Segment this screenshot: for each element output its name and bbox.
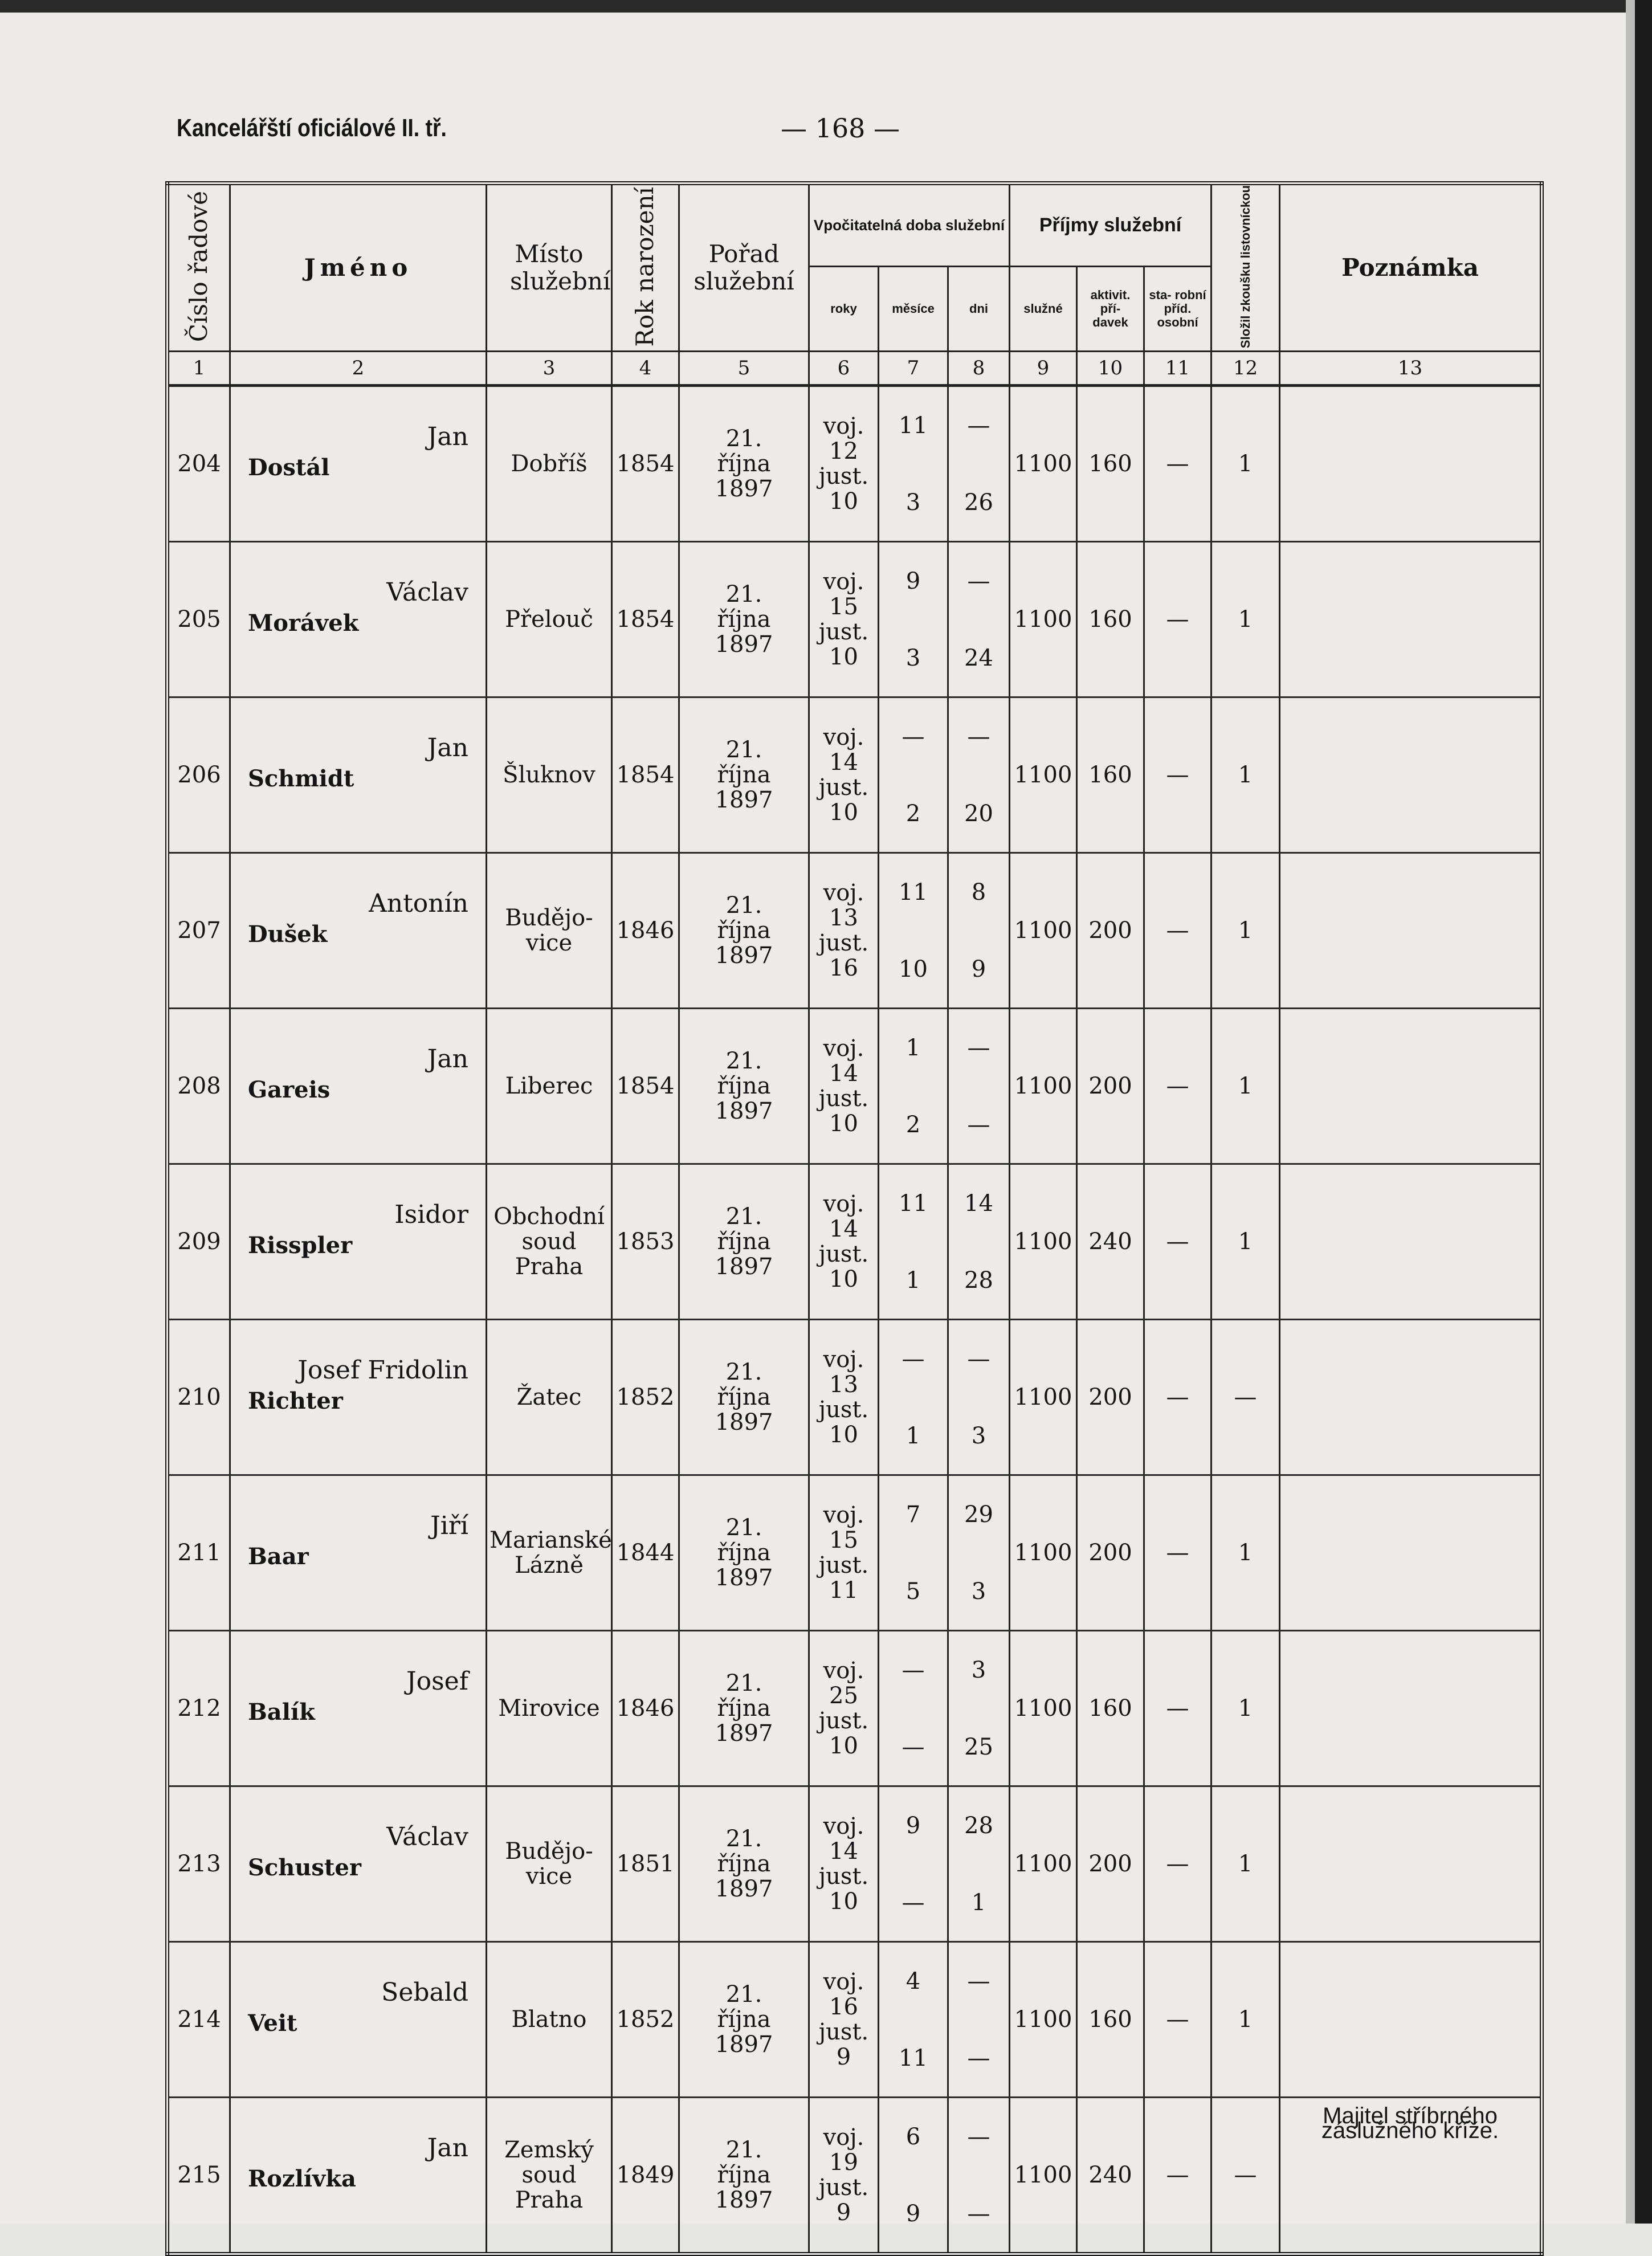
- row-number: 211: [168, 1475, 230, 1631]
- salary: 1100: [1010, 1631, 1077, 1786]
- service-order: 21. října 1897: [679, 386, 809, 542]
- service-months: [879, 1786, 948, 1942]
- days-military: —: [967, 723, 990, 750]
- exam-passed: 1: [1212, 1475, 1280, 1631]
- exam-passed: 1: [1212, 853, 1280, 1009]
- age-allowance: —: [1144, 1320, 1212, 1475]
- first-name: Jan: [427, 733, 468, 763]
- salary: 1100: [1010, 1475, 1077, 1631]
- age-allowance: —: [1144, 1942, 1212, 2098]
- register-table: [165, 181, 1544, 2256]
- service-months: [879, 1164, 948, 1320]
- months-justice: 11: [899, 2045, 928, 2071]
- section-title: Kancelářští oficiálové II. tř.: [177, 114, 447, 142]
- note: [1280, 1786, 1542, 1942]
- service-place: Liberec: [487, 1009, 612, 1164]
- months-military: —: [902, 1345, 925, 1372]
- days-justice: 9: [971, 956, 986, 982]
- active-allowance: 240: [1077, 1164, 1144, 1320]
- exam-passed: 1: [1212, 1786, 1280, 1942]
- active-allowance: 200: [1077, 1475, 1144, 1631]
- first-name: Jiří: [430, 1511, 468, 1541]
- first-name: Josef Fridolin: [297, 1356, 468, 1385]
- note: [1280, 853, 1542, 1009]
- birth-year: 1854: [612, 386, 679, 542]
- salary: 1100: [1010, 1009, 1077, 1164]
- row-number: 205: [168, 542, 230, 697]
- col-header-age-allowance: sta- robní příd. osobní: [1144, 267, 1212, 352]
- service-days: [948, 1164, 1010, 1320]
- service-years: voj. 13 just. 16: [809, 853, 879, 1009]
- col-header-name: Jméno: [230, 183, 487, 352]
- months-military: 7: [905, 1501, 921, 1528]
- row-number: 208: [168, 1009, 230, 1164]
- service-order: 21. října 1897: [679, 1475, 809, 1631]
- days-justice: —: [967, 2045, 990, 2071]
- table-row: [168, 697, 1542, 853]
- age-allowance: —: [1144, 1164, 1212, 1320]
- service-order: 21. října 1897: [679, 853, 809, 1009]
- salary: 1100: [1010, 542, 1077, 697]
- row-number: 206: [168, 697, 230, 853]
- col-number: 8: [948, 352, 1010, 386]
- active-allowance: 200: [1077, 1009, 1144, 1164]
- months-justice: —: [902, 1733, 925, 1760]
- person-name: [230, 1631, 487, 1786]
- months-military: —: [902, 1657, 925, 1683]
- person-name: [230, 697, 487, 853]
- service-days: [948, 697, 1010, 853]
- exam-passed: —: [1212, 1320, 1280, 1475]
- salary: 1100: [1010, 853, 1077, 1009]
- table-row: [168, 1786, 1542, 1942]
- birth-year: 1852: [612, 1320, 679, 1475]
- months-military: —: [902, 723, 925, 750]
- days-military: —: [967, 1968, 990, 1994]
- table-row: [168, 386, 1542, 542]
- exam-passed: 1: [1212, 542, 1280, 697]
- table-row: [168, 1320, 1542, 1475]
- months-military: 11: [899, 1190, 928, 1217]
- service-days: [948, 1320, 1010, 1475]
- age-allowance: —: [1144, 1475, 1212, 1631]
- salary: 1100: [1010, 2098, 1077, 2254]
- person-name: [230, 1942, 487, 2098]
- service-days: [948, 1475, 1010, 1631]
- person-name: [230, 1786, 487, 1942]
- service-months: [879, 1009, 948, 1164]
- service-place: Mirovice: [487, 1631, 612, 1786]
- row-number: 209: [168, 1164, 230, 1320]
- col-header-place: Místo služební: [487, 183, 612, 352]
- service-place: Dobříš: [487, 386, 612, 542]
- months-military: 9: [905, 1812, 921, 1839]
- active-allowance: 160: [1077, 1631, 1144, 1786]
- service-days: [948, 1009, 1010, 1164]
- last-name: Dušek: [248, 921, 328, 948]
- service-years: voj. 14 just. 10: [809, 1009, 879, 1164]
- days-justice: —: [967, 2200, 990, 2227]
- service-order: 21. října 1897: [679, 1631, 809, 1786]
- row-number: 210: [168, 1320, 230, 1475]
- birth-year: 1854: [612, 1009, 679, 1164]
- col-header-service-time: Vpočitatelná doba služební: [809, 183, 1010, 267]
- service-years: voj. 16 just. 9: [809, 1942, 879, 2098]
- service-days: [948, 1786, 1010, 1942]
- days-military: —: [967, 1345, 990, 1372]
- birth-year: 1846: [612, 1631, 679, 1786]
- col-number: 1: [168, 352, 230, 386]
- note: [1280, 697, 1542, 853]
- days-military: 8: [971, 879, 986, 905]
- last-name: Richter: [248, 1388, 343, 1415]
- months-justice: 3: [905, 644, 921, 671]
- service-place: Obchodní soud Praha: [487, 1164, 612, 1320]
- service-days: [948, 1631, 1010, 1786]
- age-allowance: —: [1144, 2098, 1212, 2254]
- first-name: Antonín: [368, 889, 468, 919]
- months-military: 1: [905, 1034, 921, 1061]
- col-number: 11: [1144, 352, 1212, 386]
- first-name: Jan: [427, 2133, 468, 2163]
- service-years: voj. 14 just. 10: [809, 1164, 879, 1320]
- service-years: voj. 15 just. 11: [809, 1475, 879, 1631]
- service-years: voj. 14 just. 10: [809, 1786, 879, 1942]
- service-months: [879, 1942, 948, 2098]
- service-years: voj. 14 just. 10: [809, 697, 879, 853]
- days-military: —: [967, 2123, 990, 2150]
- service-months: [879, 386, 948, 542]
- service-years: voj. 12 just. 10: [809, 386, 879, 542]
- exam-passed: 1: [1212, 1942, 1280, 2098]
- col-number: 10: [1077, 352, 1144, 386]
- row-number: 207: [168, 853, 230, 1009]
- service-order: 21. října 1897: [679, 1320, 809, 1475]
- person-name: [230, 1475, 487, 1631]
- last-name: Rozlívka: [248, 2165, 356, 2193]
- person-name: [230, 1164, 487, 1320]
- birth-year: 1849: [612, 2098, 679, 2254]
- scan-edge-top: [0, 0, 1652, 13]
- months-justice: 2: [905, 1111, 921, 1138]
- months-military: 4: [905, 1968, 921, 1994]
- exam-passed: 1: [1212, 386, 1280, 542]
- first-name: Václav: [386, 578, 468, 607]
- days-military: —: [967, 1034, 990, 1061]
- service-days: [948, 542, 1010, 697]
- days-justice: 3: [971, 1578, 986, 1605]
- birth-year: 1846: [612, 853, 679, 1009]
- age-allowance: —: [1144, 1786, 1212, 1942]
- exam-passed: 1: [1212, 1009, 1280, 1164]
- last-name: Morávek: [248, 610, 359, 637]
- age-allowance: —: [1144, 1631, 1212, 1786]
- months-military: 6: [905, 2123, 921, 2150]
- person-name: [230, 1009, 487, 1164]
- col-header-salary: služné: [1010, 267, 1077, 352]
- service-months: [879, 697, 948, 853]
- salary: 1100: [1010, 1786, 1077, 1942]
- service-order: 21. října 1897: [679, 2098, 809, 2254]
- exam-passed: 1: [1212, 1164, 1280, 1320]
- note: [1280, 1631, 1542, 1786]
- col-number: 13: [1280, 352, 1542, 386]
- service-years: voj. 13 just. 10: [809, 1320, 879, 1475]
- days-military: 29: [964, 1501, 993, 1528]
- service-months: [879, 1475, 948, 1631]
- salary: 1100: [1010, 697, 1077, 853]
- col-header-days: dni: [948, 267, 1010, 352]
- note: [1280, 1942, 1542, 2098]
- col-header-years: roky: [809, 267, 879, 352]
- active-allowance: 160: [1077, 1942, 1144, 2098]
- salary: 1100: [1010, 1942, 1077, 2098]
- service-place: Blatno: [487, 1942, 612, 2098]
- service-place: Zemský soud Praha: [487, 2098, 612, 2254]
- col-number: 9: [1010, 352, 1077, 386]
- service-months: [879, 1631, 948, 1786]
- service-place: Žatec: [487, 1320, 612, 1475]
- months-justice: 9: [905, 2200, 921, 2227]
- note: Majitel stříbrného záslužného kříže.: [1280, 2098, 1542, 2254]
- days-justice: 28: [964, 1267, 993, 1294]
- birth-year: 1854: [612, 697, 679, 853]
- days-justice: 25: [964, 1733, 993, 1760]
- col-header-income: Příjmy služební: [1010, 183, 1212, 267]
- first-name: Isidor: [394, 1200, 468, 1230]
- col-number: 4: [612, 352, 679, 386]
- age-allowance: —: [1144, 853, 1212, 1009]
- table-row: [168, 1942, 1542, 2098]
- birth-year: 1854: [612, 542, 679, 697]
- person-name: [230, 542, 487, 697]
- last-name: Gareis: [248, 1076, 331, 1104]
- months-justice: 1: [905, 1267, 921, 1294]
- row-number: 212: [168, 1631, 230, 1786]
- note: [1280, 1164, 1542, 1320]
- col-number: 5: [679, 352, 809, 386]
- service-days: [948, 853, 1010, 1009]
- months-military: 9: [905, 568, 921, 594]
- last-name: Risspler: [248, 1232, 353, 1259]
- scan-edge-shadow: [1626, 0, 1635, 2224]
- service-order: 21. října 1897: [679, 1786, 809, 1942]
- col-header-birth-year: Rok narození: [612, 183, 679, 352]
- salary: 1100: [1010, 386, 1077, 542]
- months-military: 11: [899, 412, 928, 439]
- service-months: [879, 542, 948, 697]
- service-years: voj. 15 just. 10: [809, 542, 879, 697]
- days-military: 28: [964, 1812, 993, 1839]
- days-justice: 24: [964, 644, 993, 671]
- service-place: Přelouč: [487, 542, 612, 697]
- row-number: 215: [168, 2098, 230, 2254]
- active-allowance: 160: [1077, 697, 1144, 853]
- age-allowance: —: [1144, 542, 1212, 697]
- service-months: [879, 2098, 948, 2254]
- first-name: Josef: [406, 1667, 468, 1696]
- table-row: [168, 542, 1542, 697]
- exam-passed: 1: [1212, 697, 1280, 853]
- birth-year: 1851: [612, 1786, 679, 1942]
- table-row: [168, 1631, 1542, 1786]
- col-number: 3: [487, 352, 612, 386]
- service-days: [948, 2098, 1010, 2254]
- active-allowance: 160: [1077, 542, 1144, 697]
- person-name: [230, 1320, 487, 1475]
- age-allowance: —: [1144, 697, 1212, 853]
- service-months: [879, 1320, 948, 1475]
- days-military: 3: [971, 1657, 986, 1683]
- days-justice: 1: [971, 1889, 986, 1916]
- days-justice: 3: [971, 1422, 986, 1449]
- exam-passed: 1: [1212, 1631, 1280, 1786]
- table-row: [168, 853, 1542, 1009]
- active-allowance: 200: [1077, 1320, 1144, 1475]
- col-number: 12: [1212, 352, 1280, 386]
- col-number: 6: [809, 352, 879, 386]
- last-name: Baar: [248, 1543, 309, 1570]
- active-allowance: 240: [1077, 2098, 1144, 2254]
- active-allowance: 160: [1077, 386, 1144, 542]
- last-name: Veit: [248, 2010, 297, 2037]
- service-months: [879, 853, 948, 1009]
- salary: 1100: [1010, 1164, 1077, 1320]
- months-military: 11: [899, 879, 928, 905]
- salary: 1100: [1010, 1320, 1077, 1475]
- service-order: 21. října 1897: [679, 697, 809, 853]
- col-number: 7: [879, 352, 948, 386]
- days-justice: 20: [964, 800, 993, 827]
- person-name: [230, 2098, 487, 2254]
- service-place: Budějo- vice: [487, 1786, 612, 1942]
- note: [1280, 1475, 1542, 1631]
- table-row: [168, 1475, 1542, 1631]
- service-place: Marianské Lázně: [487, 1475, 612, 1631]
- active-allowance: 200: [1077, 1786, 1144, 1942]
- first-name: Sebald: [381, 1978, 468, 2008]
- age-allowance: —: [1144, 386, 1212, 542]
- col-header-active-allowance: aktivit. pří- davek: [1077, 267, 1144, 352]
- col-header-exam: Složil zkoušku listovníckou: [1212, 183, 1280, 352]
- months-justice: 1: [905, 1422, 921, 1449]
- birth-year: 1853: [612, 1164, 679, 1320]
- months-justice: —: [902, 1889, 925, 1916]
- col-header-note: Poznámka: [1280, 183, 1542, 352]
- service-place: Šluknov: [487, 697, 612, 853]
- service-place: Budějo- vice: [487, 853, 612, 1009]
- last-name: Dostál: [248, 454, 330, 482]
- note: [1280, 386, 1542, 542]
- birth-year: 1852: [612, 1942, 679, 2098]
- first-name: Václav: [386, 1822, 468, 1852]
- last-name: Balík: [248, 1699, 315, 1726]
- note: [1280, 1009, 1542, 1164]
- last-name: Schmidt: [248, 765, 354, 793]
- months-justice: 5: [905, 1578, 921, 1605]
- service-years: voj. 25 just. 10: [809, 1631, 879, 1786]
- row-number: 214: [168, 1942, 230, 2098]
- first-name: Jan: [427, 422, 468, 452]
- note: [1280, 542, 1542, 697]
- months-justice: 2: [905, 800, 921, 827]
- col-header-number: Číslo řadové: [168, 183, 230, 352]
- days-justice: 26: [964, 489, 993, 516]
- service-order: 21. října 1897: [679, 1164, 809, 1320]
- person-name: [230, 853, 487, 1009]
- row-number: 213: [168, 1786, 230, 1942]
- active-allowance: 200: [1077, 853, 1144, 1009]
- scan-edge-right: [1635, 0, 1652, 2224]
- table-row: [168, 1164, 1542, 1320]
- days-military: —: [967, 568, 990, 594]
- days-military: —: [967, 412, 990, 439]
- service-order: 21. října 1897: [679, 542, 809, 697]
- person-name: [230, 386, 487, 542]
- days-justice: —: [967, 1111, 990, 1138]
- service-order: 21. října 1897: [679, 1942, 809, 2098]
- table-row: [168, 2098, 1542, 2254]
- service-order: 21. října 1897: [679, 1009, 809, 1164]
- col-header-order: Pořad služební: [679, 183, 809, 352]
- months-justice: 3: [905, 489, 921, 516]
- last-name: Schuster: [248, 1854, 361, 1882]
- table-row: [168, 1009, 1542, 1164]
- col-number: 2: [230, 352, 487, 386]
- birth-year: 1844: [612, 1475, 679, 1631]
- months-justice: 10: [899, 956, 928, 982]
- age-allowance: —: [1144, 1009, 1212, 1164]
- first-name: Jan: [427, 1045, 468, 1074]
- service-days: [948, 1942, 1010, 2098]
- service-days: [948, 386, 1010, 542]
- note: [1280, 1320, 1542, 1475]
- row-number: 204: [168, 386, 230, 542]
- page-number: — 168 —: [781, 113, 900, 144]
- service-years: voj. 19 just. 9: [809, 2098, 879, 2254]
- col-header-months: měsíce: [879, 267, 948, 352]
- days-military: 14: [964, 1190, 993, 1217]
- exam-passed: —: [1212, 2098, 1280, 2254]
